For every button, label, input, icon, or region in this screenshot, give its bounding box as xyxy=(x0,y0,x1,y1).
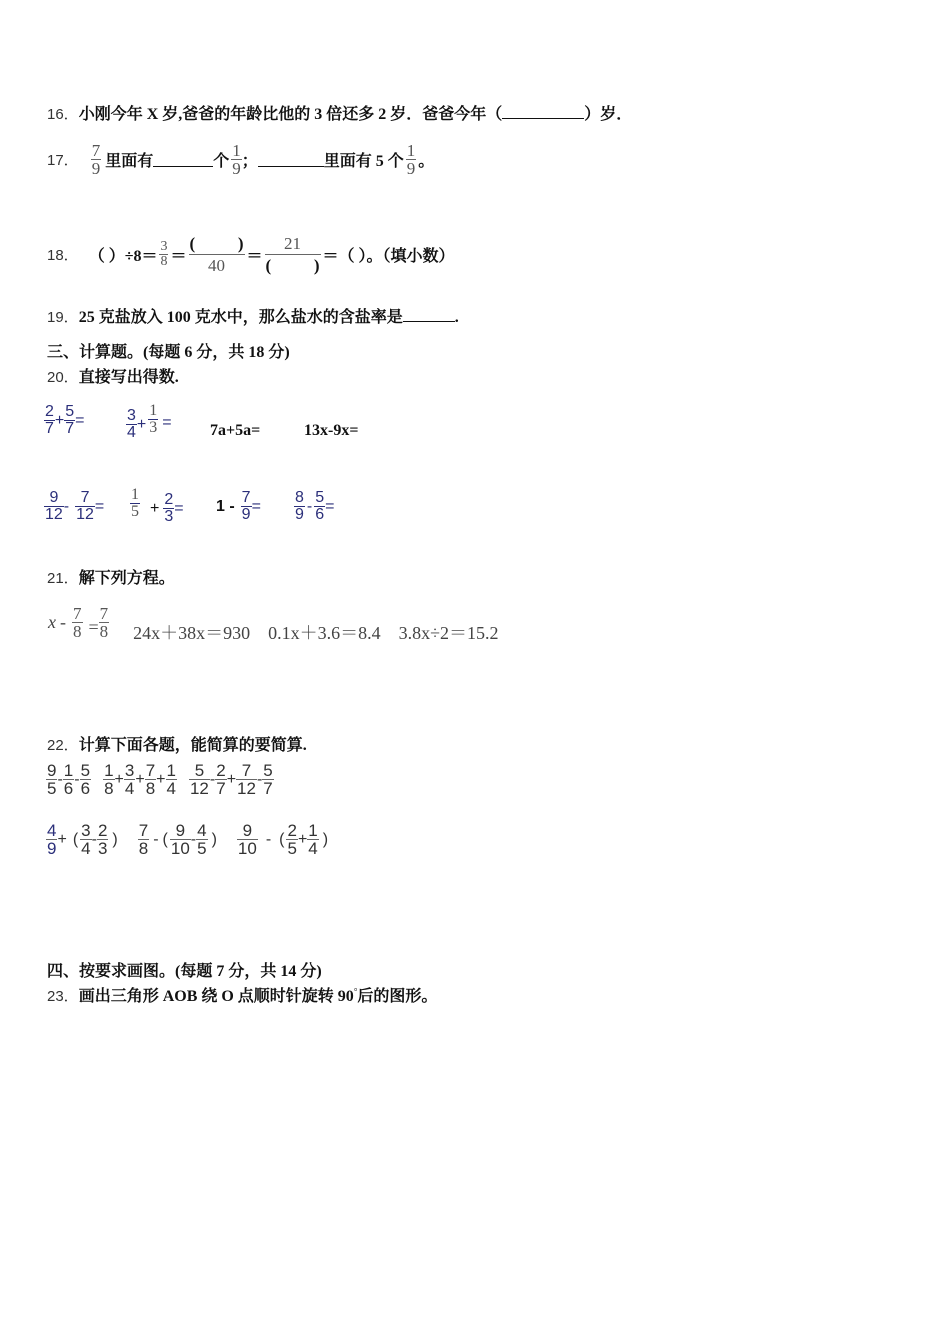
expression: $\frac{2}{7}$ + $\frac{5}{7}$ = xyxy=(45,403,85,437)
question-19 xyxy=(47,304,459,327)
fraction-one-ninth: $\frac{1}{9}$ xyxy=(406,140,416,178)
answer-blank-1[interactable] xyxy=(153,152,213,167)
equation-3: 0.1x＋3.6＝8.4 xyxy=(268,623,381,643)
expression: $\frac{8}{9}$ - $\frac{5}{6}$ = xyxy=(295,489,335,523)
section-3-title: 三、计算题。(每题 6 分，共 18 分) xyxy=(47,344,290,361)
question-21-title xyxy=(47,565,175,588)
fraction-seven-ninths: $\frac{7}{9}$ xyxy=(91,140,101,178)
question-text: 25 克盐放入 100 克水中，那么盐水的含盐率是 xyxy=(78,309,403,326)
expression-6: $\frac{9}{10}$ - ( $\frac{2}{5}$ + $\frac{1}{4}$ ) xyxy=(237,821,329,858)
expression-2: $\frac{1}{8}$ + $\frac{3}{4}$ + $\frac{7}{8}$ + $\frac{1}{4}$ xyxy=(104,761,176,798)
answer-blank[interactable] xyxy=(502,104,584,119)
question-text-end: 后的图形。 xyxy=(357,988,438,1005)
equals-sign: ＝ xyxy=(170,247,187,265)
fraction-blank-over-40: ( ) 40 xyxy=(189,233,244,275)
question-text: 个 xyxy=(213,152,230,170)
question-number: 20． xyxy=(47,369,79,386)
question-number: 18． xyxy=(47,246,79,264)
question-16 xyxy=(47,101,632,124)
question-text: （ ）÷8＝ xyxy=(88,247,158,265)
expression-4: $\frac{4}{9}$ + ( $\frac{3}{4}$ - $\frac{2}{3}$ ) xyxy=(47,821,118,858)
equals-sign: ＝ xyxy=(246,247,263,265)
q22-row-1 xyxy=(46,762,274,797)
degree-mark: ° xyxy=(353,986,358,997)
expression: $\frac{1}{5}$ + $\frac{2}{3}$ = xyxy=(131,486,184,525)
q22-row-2 xyxy=(46,822,328,857)
expression: $\frac{9}{12}$ - $\frac{7}{12}$ = xyxy=(45,489,105,523)
expression-1: $\frac{9}{5}$ - $\frac{1}{6}$ - $\frac{5}{6}$ xyxy=(47,761,91,798)
q20-row-2 xyxy=(44,482,444,538)
question-number: 21． xyxy=(47,570,79,587)
question-20-title xyxy=(47,364,179,387)
answer-blank[interactable] xyxy=(403,307,455,322)
question-text: 解下列方程。 xyxy=(78,570,175,587)
q20-row-1 xyxy=(44,398,444,454)
fraction-21-over-blank: 21 ( ) xyxy=(265,233,320,275)
expression-3: $\frac{5}{12}$ - $\frac{2}{7}$ + $\frac{7}{12}$ - $\frac{5}{7}$ xyxy=(189,761,273,798)
question-text: 画出三角形 AOB 绕 O 点顺时针旋转 90 xyxy=(78,988,354,1005)
q21-equations xyxy=(48,596,499,648)
expression: 7a+5a= xyxy=(210,422,261,439)
fraction-three-eighths: $\frac{3}{8}$ xyxy=(160,238,168,269)
question-text-end: . xyxy=(454,309,459,326)
equation-4: 3.8x÷2＝15.2 xyxy=(398,623,499,643)
question-text: 里面有 xyxy=(105,152,154,170)
question-number: 17． xyxy=(47,151,79,169)
expression: 1 - $\frac{7}{9}$ = xyxy=(216,489,261,523)
expression-5: $\frac{7}{8}$ - ( $\frac{9}{10}$ - $\frac{4}{5}$ ) xyxy=(138,821,217,858)
question-17 xyxy=(47,136,434,182)
question-22-title xyxy=(47,732,307,755)
question-text: 计算下面各题，能简算的要简算. xyxy=(78,737,307,754)
question-number: 22． xyxy=(47,737,79,754)
fraction-one-ninth: $\frac{1}{9}$ xyxy=(232,140,241,178)
equation-1: x - $\frac{7}{8}$ = $\frac{7}{8}$ xyxy=(48,603,109,641)
expression: 13x-9x= xyxy=(304,422,359,439)
question-text-end: ）岁． xyxy=(584,106,633,123)
question-number: 23． xyxy=(47,988,79,1005)
expression: $\frac{3}{4}$ + $\frac{1}{3}$ = xyxy=(127,402,172,441)
question-text: ＝（ ）。（填小数） xyxy=(322,247,455,265)
section-4-title: 四、按要求画图。(每题 7 分，共 14 分) xyxy=(47,963,322,980)
question-text: 直接写出得数. xyxy=(78,369,179,386)
question-number: 16． xyxy=(47,106,79,123)
question-text: 小刚今年 X 岁,爸爸的年龄比他的 3 倍还多 2 岁．爸爸今年（ xyxy=(78,106,503,123)
question-number: 19． xyxy=(47,309,79,326)
question-text: 。 xyxy=(418,152,435,170)
answer-blank-2[interactable] xyxy=(258,152,324,167)
question-text: ； xyxy=(241,152,258,170)
equation-2: 24x＋38x＝930 xyxy=(133,623,251,643)
question-23 xyxy=(47,983,437,1006)
question-text: 里面有 5 个 xyxy=(323,152,404,170)
question-18 xyxy=(47,218,455,290)
